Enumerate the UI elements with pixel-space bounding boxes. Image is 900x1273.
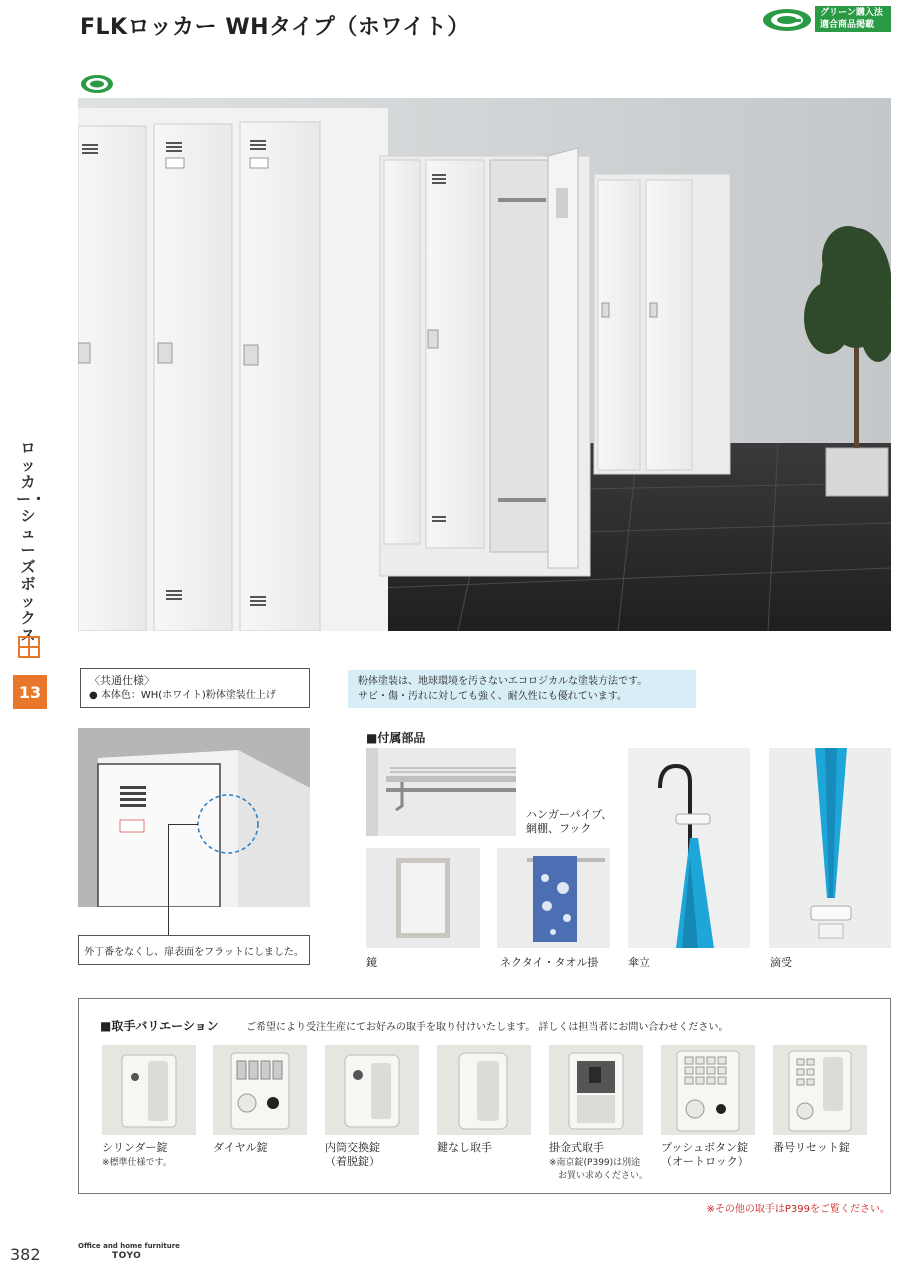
drip-tray-caption: 滴受 xyxy=(770,956,792,969)
hasp-handle-note: ※南京錠(P399)は別途 xyxy=(549,1158,641,1168)
tie-towel-caption: ネクタイ・タオル掛 xyxy=(500,956,599,969)
number-reset-lock-label: 番号リセット錠 xyxy=(773,1141,850,1154)
green-purchase-badge xyxy=(815,6,891,32)
cylinder-lock-photo xyxy=(102,1045,196,1135)
common-spec-box xyxy=(80,668,310,708)
spec-heading: 〈共通仕様〉 xyxy=(89,674,155,687)
company-name: TOYO xyxy=(112,1251,142,1261)
mirror-caption: 鏡 xyxy=(366,956,377,969)
handle-variation-description: ご希望により受注生産にてお好みの取手を取り付けいたします。 詳しくは担当者にお問い合わせください。 xyxy=(246,1022,729,1033)
flat-door-caption: 外丁番をなくし、扉表面をフラットにしました。 xyxy=(78,935,310,965)
umbrella-stand-caption: 傘立 xyxy=(628,956,650,969)
other-handles-footnote: ※その他の取手はP399をご覧ください。 xyxy=(706,1204,890,1215)
tie-towel-hanger-photo xyxy=(497,848,610,948)
powder-note-line-1: 粉体塗装は、地球環境を汚さないエコロジカルな塗装方法です。 xyxy=(358,676,648,687)
hanger-pipe-photo xyxy=(366,748,516,836)
push-button-lock-label: プッシュボタン錠 xyxy=(661,1141,749,1154)
callout-line-h xyxy=(168,824,198,825)
flat-door-detail-photo xyxy=(78,728,310,907)
push-button-lock-label-2: （オートロック） xyxy=(661,1155,749,1168)
dial-lock-label: ダイヤル錠 xyxy=(213,1141,268,1154)
keyless-handle-photo xyxy=(437,1045,531,1135)
core-exchange-lock-label: 内筒交換錠 xyxy=(325,1141,380,1154)
chapter-number-badge: 13 xyxy=(13,675,47,709)
cylinder-lock-note: ※標準仕様です。 xyxy=(102,1158,172,1168)
hero-locker-photo xyxy=(78,98,891,631)
hasp-handle-label: 掛金式取手 xyxy=(549,1141,604,1154)
hasp-handle-note-2: お買い求めください。 xyxy=(558,1171,649,1181)
company-tagline: Office and home furniture xyxy=(78,1242,180,1250)
badge-line-2: 適合商品掲載 xyxy=(820,20,875,30)
keyless-handle-label: 鍵なし取手 xyxy=(437,1141,492,1154)
dial-lock-photo xyxy=(213,1045,307,1135)
drip-tray-photo xyxy=(769,748,891,948)
badge-line-1: グリーン購入法 xyxy=(820,8,883,18)
umbrella-stand-photo xyxy=(628,748,750,948)
number-reset-lock-photo xyxy=(773,1045,867,1135)
powder-note-line-2: サビ・傷・汚れに対しても強く、耐久性にも優れています。 xyxy=(358,691,627,702)
spec-body-color: ● 本体色：WH(ホワイト)粉体塗装仕上げ xyxy=(89,690,276,701)
core-exchange-lock-label-2: （着脱錠） xyxy=(325,1155,380,1168)
callout-line-v xyxy=(168,824,169,936)
powder-coating-note xyxy=(348,670,696,708)
green-mark-small-icon xyxy=(80,74,114,94)
hanger-caption-line-1: ハンガーパイプ、 xyxy=(526,808,613,821)
hasp-handle-photo xyxy=(549,1045,643,1135)
side-category-label: ロッカー・シューズボックス xyxy=(16,439,47,644)
page-number: 382 xyxy=(10,1245,41,1264)
hanger-caption-line-2: 網棚、フック xyxy=(526,822,592,835)
push-button-lock-photo xyxy=(661,1045,755,1135)
page-title: FLKロッカー WHタイプ（ホワイト） xyxy=(80,15,470,40)
cylinder-lock-label: シリンダー錠 xyxy=(102,1141,168,1154)
core-exchange-lock-photo xyxy=(325,1045,419,1135)
mirror-photo xyxy=(366,848,480,948)
locker-grid-icon xyxy=(18,636,40,658)
handle-variation-heading: ■取手バリエーション xyxy=(100,1019,219,1033)
green-mark-icon xyxy=(762,8,812,32)
accessories-heading: ■付属部品 xyxy=(366,731,426,745)
